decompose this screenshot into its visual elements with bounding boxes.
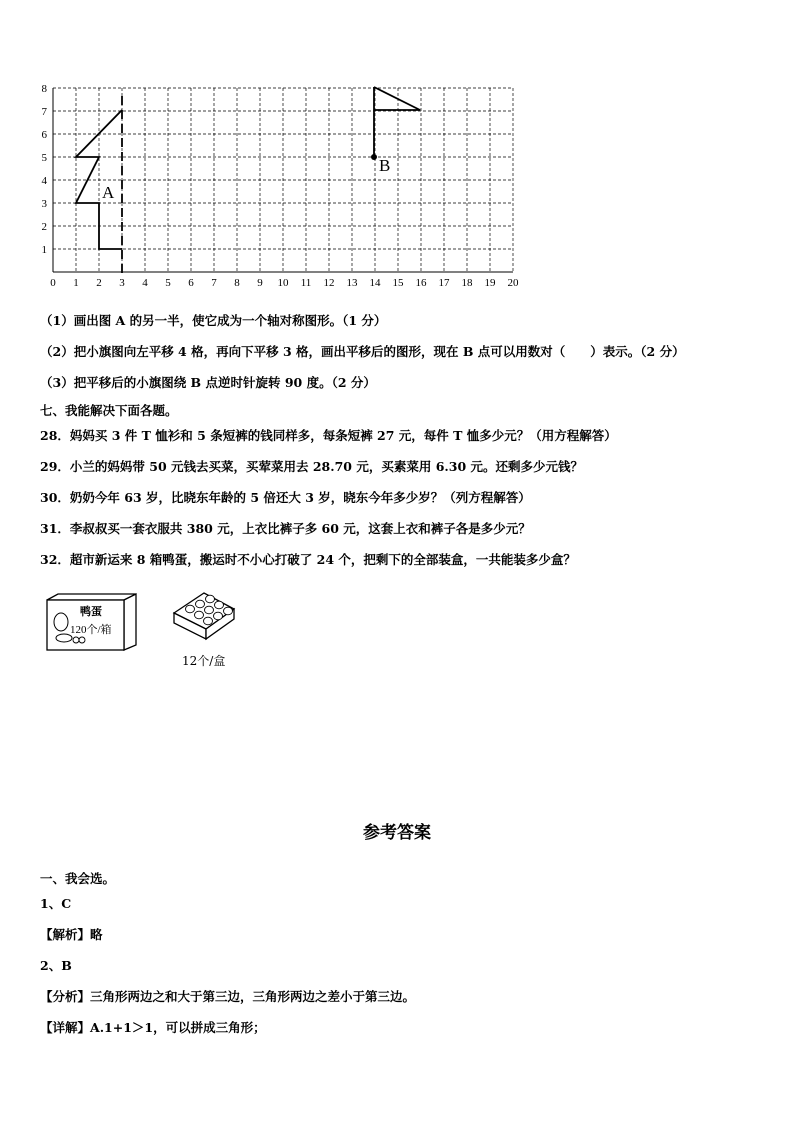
egg-carton-figure [164,585,244,645]
x-tick-label: 7 [211,277,217,289]
problem-31: 31．李叔叔买一套衣服共 380 元，上衣比裤子多 60 元，这套上衣和裤子各是多少元？ [40,521,531,536]
y-tick-label: 5 [41,152,47,164]
answers-title: 参考答案 [363,823,431,843]
y-tick-label: 6 [41,129,47,141]
x-tick-label: 16 [415,277,427,289]
egg-box-title: 鸭蛋 [80,606,102,618]
x-tick-label: 12 [323,277,335,289]
answer-2: 2、B [40,958,72,973]
y-tick-label: 7 [41,106,47,118]
section-seven-heading: 七、我能解决下面各题。 [40,403,178,418]
flag-triangle [374,87,420,110]
x-tick-label: 0 [50,277,56,289]
y-tick-label: 1 [41,244,47,256]
x-tick-label: 5 [165,277,171,289]
x-tick-label: 9 [257,277,263,289]
egg-icon [195,611,204,619]
x-tick-label: 4 [142,277,148,289]
egg-icon [215,601,224,609]
egg-icon [204,617,213,625]
egg-box-figure [44,592,144,652]
x-tick-label: 13 [346,277,358,289]
egg-icon [224,607,233,615]
y-tick-label: 2 [41,221,47,233]
x-tick-label: 15 [392,277,404,289]
problem-32: 32．超市新运来 8 箱鸭蛋，搬运时不小心打破了 24 个，把剩下的全部装盒，一共能装多少盒？ [40,552,576,567]
x-tick-label: 11 [300,277,312,289]
answer-2-analysis: 【分析】三角形两边之和大于第三边，三角形两边之差小于第三边。 [40,989,416,1004]
egg-icon [206,595,215,603]
x-tick-label: 8 [234,277,240,289]
x-tick-label: 6 [188,277,194,289]
x-tick-label: 17 [438,277,450,289]
y-tick-label: 8 [41,83,47,95]
x-tick-label: 2 [96,277,102,289]
answer-1: 1、C [40,896,72,911]
egg-icon [196,600,205,608]
x-tick-label: 1 [73,277,79,289]
egg-icon [205,606,214,614]
egg-icon [214,612,223,620]
x-tick-label: 14 [369,277,381,289]
answer-2-detail: 【详解】A.1+1＞1，可以拼成三角形； [40,1020,266,1035]
problem-29: 29．小兰的妈妈带 50 元钱去买菜，买荤菜用去 28.70 元，买素菜用 6.30 元。还剩多少元钱？ [40,459,583,474]
answers-section-1: 一、我会选。 [40,871,116,886]
problem-28: 28．妈妈买 3 件 T 恤衫和 5 条短裤的钱同样多，每条短裤 27 元，每件 T 恤多少元？（用方程解答） [40,428,617,443]
egg-carton-label: 12个/盒 [182,654,226,668]
x-tick-label: 3 [119,277,125,289]
y-tick-label: 3 [41,198,47,210]
subquestion-2: （2）把小旗图向左平移 4 格，再向下平移 3 格，画出平移后的图形，现在 B 点可以用数对（ ）表示。（2 分） [40,344,685,359]
label-b: B [379,156,391,175]
x-tick-label: 10 [277,277,289,289]
egg-box-label: 120个/箱 [70,624,112,636]
subquestion-3: （3）把平移后的小旗图绕 B 点逆时针旋转 90 度。（2 分） [40,375,376,390]
coordinate-grid [30,78,530,293]
problem-30: 30．奶奶今年 63 岁，比晓东年龄的 5 倍还大 3 岁，晓东今年多少岁？（列方程解答） [40,490,531,505]
egg-icon [186,605,195,613]
x-tick-label: 20 [507,277,519,289]
point-b [371,154,377,160]
y-tick-label: 4 [41,175,47,187]
answer-1-analysis: 【解析】略 [40,927,103,942]
x-tick-label: 19 [484,277,496,289]
x-tick-label: 18 [461,277,473,289]
subquestion-1: （1）画出图 A 的另一半，使它成为一个轴对称图形。（1 分） [40,313,387,328]
label-a: A [102,183,115,202]
